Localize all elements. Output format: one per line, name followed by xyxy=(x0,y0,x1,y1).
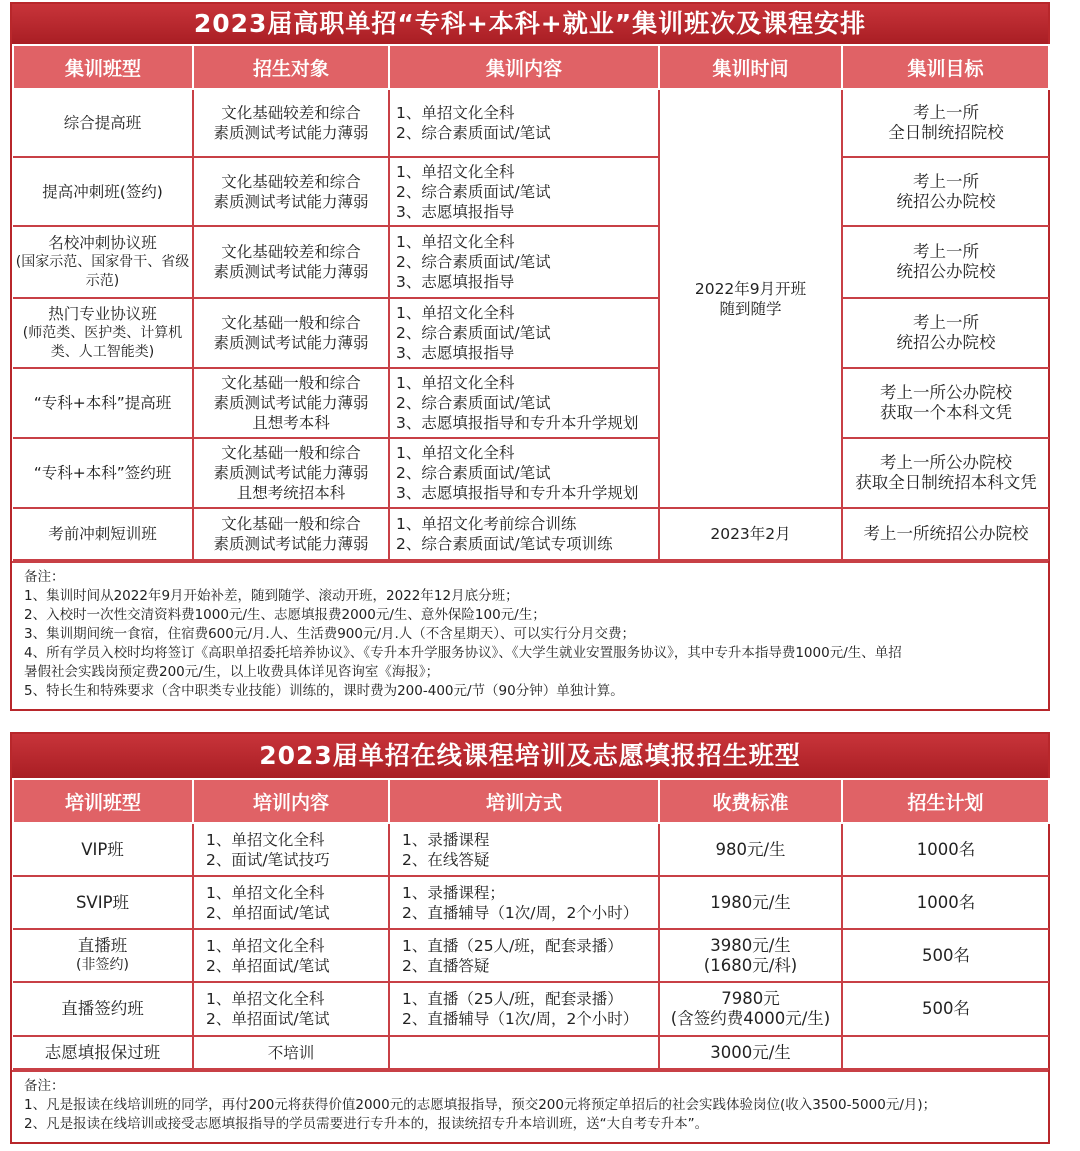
text-line: 文化基础一般和综合 xyxy=(221,515,361,533)
table-row xyxy=(13,929,1049,982)
class-type: 提高冲刺班(签约) xyxy=(42,182,163,201)
class-type-cell xyxy=(13,1036,193,1069)
goal-cell xyxy=(842,368,1049,438)
schedule-table xyxy=(12,44,1050,561)
online-course-table xyxy=(12,778,1050,1070)
note-line: 3、集训期间统一食宿，住宿费600元/月.人、生活费900元/月.人（不含星期天）、可以实行分月交费； xyxy=(24,626,636,642)
text-line: 1、单招文化全科 xyxy=(206,830,325,849)
text-line: 3、志愿填报指导 xyxy=(396,273,515,291)
class-type: 志愿填报保过班 xyxy=(44,1042,161,1062)
text-line: 3、志愿填报指导 xyxy=(396,202,515,221)
class-type-cell xyxy=(13,89,193,157)
content-cell xyxy=(389,508,659,560)
class-type-cell xyxy=(13,438,193,508)
text-line: 980元/生 xyxy=(715,839,786,859)
text-line: 2、综合素质面试/笔试 xyxy=(396,464,551,482)
table-row xyxy=(13,982,1049,1036)
header-method: 培训方式 xyxy=(389,779,659,823)
goal-cell xyxy=(842,226,1049,298)
goal-cell xyxy=(842,298,1049,368)
time-cell xyxy=(659,89,842,508)
notes-title: 备注： xyxy=(24,1078,65,1094)
text-line: 考上一所 xyxy=(913,313,979,332)
table-row xyxy=(13,876,1049,929)
content-cell xyxy=(193,1036,389,1069)
content-cell xyxy=(193,823,389,876)
text-line: 文化基础较差和综合 xyxy=(221,172,361,191)
method-cell xyxy=(389,876,659,929)
content-cell xyxy=(389,89,659,157)
plan-cell xyxy=(842,1036,1049,1069)
class-type: 直播班 xyxy=(77,936,128,955)
text-line: 2、综合素质面试/笔试专项训练 xyxy=(396,535,613,553)
online-course-panel xyxy=(10,732,1050,1144)
text-line: (1680元/科) xyxy=(703,955,798,975)
text-line: 考上一所 xyxy=(913,242,979,261)
note-line: 5、特长生和特殊要求（含中职类专业技能）训练的，课时费为200-400元/节（90分钟）单独计算。 xyxy=(24,683,624,699)
target-cell xyxy=(193,368,389,438)
class-type: 热门专业协议班 xyxy=(48,305,157,323)
text-line: 素质测试考试能力薄弱 xyxy=(213,124,369,142)
text-line: 素质测试考试能力薄弱 xyxy=(213,334,369,352)
class-type-cell xyxy=(13,508,193,560)
method-cell xyxy=(389,823,659,876)
text-line: 且想考统招本科 xyxy=(236,484,346,502)
target-cell xyxy=(193,298,389,368)
target-cell xyxy=(193,157,389,226)
header-fee: 收费标准 xyxy=(659,779,842,823)
class-type-cell xyxy=(13,823,193,876)
plan-cell: 500名 xyxy=(842,982,1049,1036)
text-line: 文化基础较差和综合 xyxy=(221,243,361,261)
header-class-type: 培训班型 xyxy=(13,779,193,823)
goal-cell xyxy=(842,438,1049,508)
plan-cell: 1000名 xyxy=(842,876,1049,929)
content-cell xyxy=(389,157,659,226)
note-line: 1、集训时间从2022年9月开始补差，随到随学、滚动开班，2022年12月底分班； xyxy=(24,588,519,604)
text-line: 考上一所 xyxy=(913,103,979,122)
text-line: 素质测试考试能力薄弱 xyxy=(213,263,369,281)
content-cell xyxy=(193,876,389,929)
text-line: 文化基础一般和综合 xyxy=(221,374,361,392)
text-line: 3980元/生 xyxy=(710,935,791,955)
text-line: 1、单招文化考前综合训练 xyxy=(396,515,577,533)
table-row xyxy=(13,89,1049,157)
text-line: 3、志愿填报指导和专升本升学规划 xyxy=(396,484,639,502)
text-line: 获取全日制统招本科文凭 xyxy=(855,473,1037,492)
class-type: “专科+本科”提高班 xyxy=(33,394,172,412)
text-line: 2、面试/笔试技巧 xyxy=(206,850,330,869)
class-type: 考前冲刺短训班 xyxy=(48,525,157,543)
plan-cell: 500名 xyxy=(842,929,1049,982)
text-line: 获取一个本科文凭 xyxy=(880,403,1012,422)
text-line: 考上一所公办院校 xyxy=(880,383,1012,402)
class-type-cell xyxy=(13,157,193,226)
text-line: 考上一所 xyxy=(913,171,979,191)
header-content: 培训内容 xyxy=(193,779,389,823)
content-cell xyxy=(389,368,659,438)
note-line: 1、凡是报读在线培训班的同学，再付200元将获得价值2000元的志愿填报指导，预交200元将预定单招后的社会实践体验岗位(收入3500-5000元/月)； xyxy=(24,1097,937,1113)
text-line: 1、单招文化全科 xyxy=(206,990,325,1008)
text-line: 考上一所公办院校 xyxy=(880,453,1012,472)
text-line: 1、单招文化全科 xyxy=(396,374,515,392)
note-line: 暑假社会实践岗预定费200元/生，以上收费具体详见咨询室《海报》； xyxy=(24,664,440,680)
text-line: 统招公办院校 xyxy=(896,333,996,352)
notes xyxy=(12,561,1048,701)
text-line: 1、录播课程； xyxy=(402,883,505,902)
text-line: 2、单招面试/笔试 xyxy=(206,903,330,922)
text-line: 且想考本科 xyxy=(252,414,330,432)
text-line: 3、志愿填报指导和专升本升学规划 xyxy=(396,414,639,432)
text-line: 1、单招文化全科 xyxy=(396,104,515,122)
text-line: 素质测试考试能力薄弱 xyxy=(213,192,369,211)
text-line: 2、综合素质面试/笔试 xyxy=(396,324,551,342)
text-line: 1、直播（25人/班，配套录播） xyxy=(402,936,623,955)
header-goal: 集训目标 xyxy=(842,45,1049,89)
table-row xyxy=(13,298,1049,368)
class-type: SVIP班 xyxy=(75,892,130,912)
class-type-note: (国家示范、国家骨干、省级示范) xyxy=(15,254,190,289)
header-plan: 招生计划 xyxy=(842,779,1049,823)
class-type-cell xyxy=(13,982,193,1036)
goal-cell xyxy=(842,157,1049,226)
text-line: 2、直播答疑 xyxy=(402,956,490,975)
class-type-note: (师范类、医护类、计算机类、人工智能类) xyxy=(22,325,183,360)
text-line: 2、综合素质面试/笔试 xyxy=(396,124,551,142)
target-cell xyxy=(193,226,389,298)
table-row xyxy=(13,438,1049,508)
class-type: VIP班 xyxy=(81,839,124,859)
class-type-cell xyxy=(13,368,193,438)
notes-title: 备注： xyxy=(24,569,65,585)
text-line: 1980元/生 xyxy=(710,892,791,912)
class-type: 综合提高班 xyxy=(63,114,142,132)
text-line: 7980元 xyxy=(721,989,780,1008)
text-line: 2、综合素质面试/笔试 xyxy=(396,182,551,201)
target-cell xyxy=(193,89,389,157)
content-cell xyxy=(193,982,389,1036)
header-class-type: 集训班型 xyxy=(13,45,193,89)
class-type-cell xyxy=(13,929,193,982)
notes xyxy=(12,1070,1048,1134)
time-cell: 2023年2月 xyxy=(659,508,842,560)
header-time: 集训时间 xyxy=(659,45,842,89)
panel-title: 2023届单招在线课程培训及志愿填报招生班型 xyxy=(12,734,1048,778)
class-type-cell xyxy=(13,226,193,298)
text-line: 3000元/生 xyxy=(710,1042,791,1062)
text-line: 文化基础一般和综合 xyxy=(221,314,361,332)
table-row xyxy=(13,368,1049,438)
text-line: 素质测试考试能力薄弱 xyxy=(213,464,369,482)
table-row xyxy=(13,823,1049,876)
text-line: 统招公办院校 xyxy=(896,262,996,281)
text-line: 全日制统招院校 xyxy=(888,123,1004,142)
text-line: 1、单招文化全科 xyxy=(206,936,325,955)
text-line: (含签约费4000元/生) xyxy=(670,1009,831,1028)
text-line: 1、直播（25人/班，配套录播） xyxy=(402,990,623,1008)
text-line: 1、单招文化全科 xyxy=(396,233,515,251)
header-target-students: 招生对象 xyxy=(193,45,389,89)
table-row xyxy=(13,226,1049,298)
text-line: 2、单招面试/笔试 xyxy=(206,1010,330,1028)
class-type: “专科+本科”签约班 xyxy=(33,464,172,482)
text-line: 不培训 xyxy=(267,1043,315,1062)
text-line: 2、单招面试/笔试 xyxy=(206,956,330,975)
text-line: 2、直播辅导（1次/周，2个小时） xyxy=(402,1010,639,1028)
text-line: 2、综合素质面试/笔试 xyxy=(396,394,551,412)
text-line: 素质测试考试能力薄弱 xyxy=(213,394,369,412)
text-line: 2022年9月开班 xyxy=(694,279,807,298)
class-type-note: (非签约) xyxy=(76,957,129,973)
text-line: 1、单招文化全科 xyxy=(396,304,515,322)
text-line: 1、单招文化全科 xyxy=(396,444,515,462)
class-type: 名校冲刺协议班 xyxy=(48,234,157,252)
fee-cell xyxy=(659,982,842,1036)
class-type-cell xyxy=(13,876,193,929)
goal-cell xyxy=(842,508,1049,560)
text-line: 2、直播辅导（1次/周，2个小时） xyxy=(402,903,639,922)
plan-cell: 1000名 xyxy=(842,823,1049,876)
method-cell xyxy=(389,982,659,1036)
text-line: 3、志愿填报指导 xyxy=(396,344,515,362)
content-cell xyxy=(389,298,659,368)
note-line: 2、凡是报读在线培训或接受志愿填报指导的学员需要进行专升本的，报读统招专升本培训班，送“大自考专升本”。 xyxy=(24,1116,709,1132)
content-cell xyxy=(389,226,659,298)
target-cell xyxy=(193,438,389,508)
fee-cell xyxy=(659,876,842,929)
fee-cell xyxy=(659,929,842,982)
text-line: 随到随学 xyxy=(719,299,782,318)
text-line: 文化基础较差和综合 xyxy=(221,104,361,122)
text-line: 1、录播课程 xyxy=(402,830,490,849)
text-line: 文化基础一般和综合 xyxy=(221,444,361,462)
text-line: 2、综合素质面试/笔试 xyxy=(396,253,551,271)
text-line: 素质测试考试能力薄弱 xyxy=(213,535,369,553)
note-line: 4、所有学员入校时均将签订《高职单招委托培养协议》、《专升本升学服务协议》、《大学生就业安置服务协议》，其中专升本指导费1000元/生、单招 xyxy=(24,645,902,661)
content-cell xyxy=(193,929,389,982)
text-line: 统招公办院校 xyxy=(896,191,996,211)
text-line: 考上一所统招公办院校 xyxy=(863,524,1029,543)
class-type: 直播签约班 xyxy=(61,999,144,1018)
content-cell xyxy=(389,438,659,508)
text-line: 1、单招文化全科 xyxy=(206,883,325,902)
note-line: 2、入校时一次性交清资料费1000元/生、志愿填报费2000元/生、意外保险100元/生； xyxy=(24,607,546,623)
panel-title: 2023届高职单招“专科+本科+就业”集训班次及课程安排 xyxy=(12,4,1048,44)
table-row xyxy=(13,157,1049,226)
target-cell xyxy=(193,508,389,560)
table-row xyxy=(13,1036,1049,1069)
fee-cell xyxy=(659,1036,842,1069)
method-cell xyxy=(389,1036,659,1069)
class-type-cell xyxy=(13,298,193,368)
fee-cell xyxy=(659,823,842,876)
table-row xyxy=(13,508,1049,560)
text-line: 1、单招文化全科 xyxy=(396,162,515,181)
text-line: 2、在线答疑 xyxy=(402,850,490,869)
header-content: 集训内容 xyxy=(389,45,659,89)
method-cell xyxy=(389,929,659,982)
training-schedule-panel xyxy=(10,2,1050,711)
goal-cell xyxy=(842,89,1049,157)
